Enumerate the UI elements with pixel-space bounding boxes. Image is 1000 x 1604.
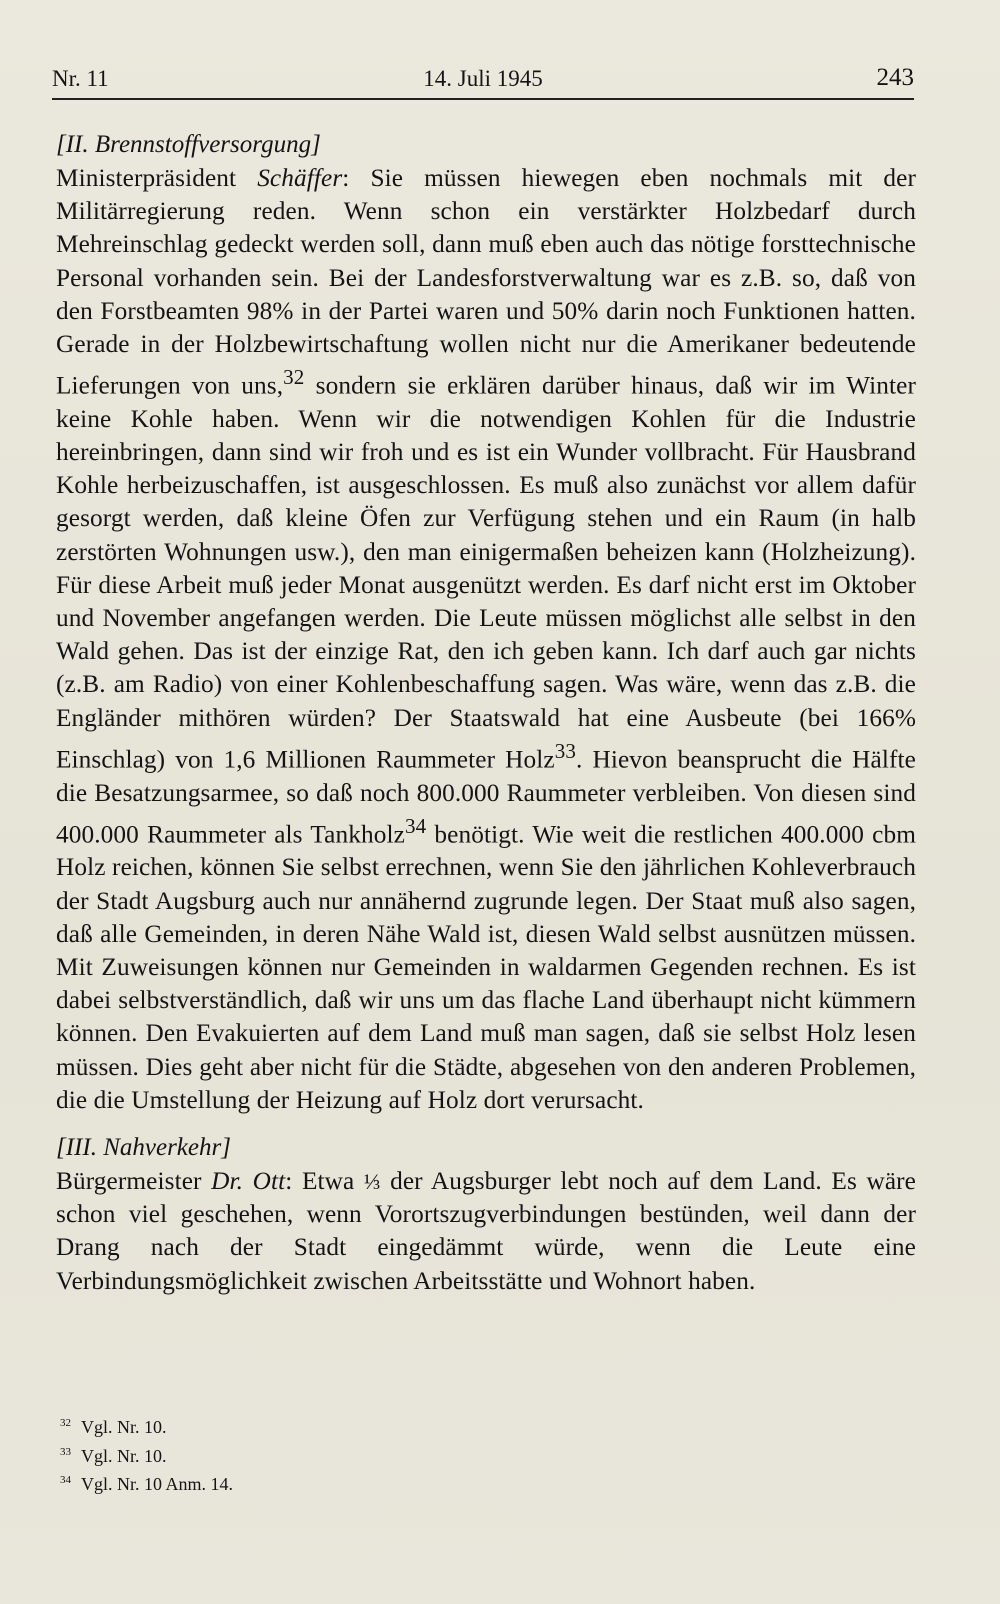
- header-rule: [52, 98, 914, 100]
- footnote: [60, 1440, 233, 1469]
- section-heading-nahverkehr: [III. Nahverkehr]: [56, 1133, 231, 1161]
- paragraph-text: der Augsburger lebt noch auf dem Land. Es wäre schon viel geschehen, wenn Vorortszugverbindungen bestünden, weil dann der Drang nach der Stadt eingedämmt würde, wenn die Leute eine Verbindungsmöglichkeit zwischen Arbeitsstätte und Wohnort haben.: [56, 1166, 917, 1295]
- footnote-text: Vgl. Nr. 10.: [81, 1417, 167, 1437]
- speaker-title: Bürgermeister: [56, 1166, 212, 1195]
- footnote-text: Vgl. Nr. 10.: [81, 1445, 167, 1466]
- paragraph-ott: [56, 1165, 916, 1298]
- footnote-number: 34: [60, 1474, 71, 1486]
- speaker-name: Dr. Ott: [211, 1166, 286, 1195]
- page-number: 243: [876, 64, 914, 91]
- paragraph-schaeffer: [56, 162, 916, 1117]
- footnote-number: 33: [60, 1445, 71, 1458]
- fraction-one-third: ⅓: [363, 1168, 381, 1194]
- footnote: [60, 1411, 233, 1440]
- paragraph-text: . Hievon beansprucht die Hälfte die Besatzungsarmee, so daß noch 800.000 Raummeter verbleiben. Von diesen sind 400.000 Raummeter als Tankholz: [56, 745, 916, 849]
- footnote-ref-33: 33: [554, 738, 576, 763]
- header-date: 14. Juli 1945: [423, 66, 543, 91]
- speaker-name: Schäffer: [257, 164, 343, 192]
- main-text: [56, 128, 916, 1298]
- paragraph-text: benötigt. Wie weit die restlichen 400.000 cbm Holz reichen, können Sie selbst errechnen, wenn Sie den jährlichen Kohleverbrauch der Stadt Augsburg auch nur annähernd zugrunde legen. Der Staat muß also sagen, daß alle Gemeinden, in deren Nähe Wald ist, diesen Wald selbst ausnützen müssen. Mit Zuweisungen können nur Gemeinden in waldarmen Gegenden rechnen. Es ist dabei selbstverständlich, daß wir uns um das flache Land überhaupt nicht kümmern können. Den Evakuierten auf dem Land muß man sagen, daß sie selbst Holz lesen müssen. Dies geht aber nicht für die Städte, abgesehen von den anderen Problemen, die die Umstellung der Heizung auf Holz dort verursacht.: [56, 820, 917, 1114]
- footnote-ref-32: 32: [283, 365, 305, 390]
- paragraph-text: : Etwa: [285, 1166, 364, 1195]
- speaker-title: Ministerpräsident: [56, 164, 258, 192]
- footnote-ref-34: 34: [404, 813, 427, 838]
- document-number: Nr. 11: [52, 66, 109, 91]
- footnote: [60, 1468, 233, 1497]
- footnote-number: 32: [60, 1417, 71, 1429]
- running-header: [52, 60, 914, 100]
- section-heading-brennstoffversorgung: [II. Brennstoffversorgung]: [56, 131, 321, 158]
- footnote-text: Vgl. Nr. 10 Anm. 14.: [81, 1474, 234, 1494]
- footnotes: [60, 1411, 233, 1497]
- paragraph-text: sondern sie erklären darüber hinaus, daß wir im Winter keine Kohle haben. Wenn wir die notwendigen Kohlen für die Industrie hereinbringen, dann sind wir froh und es ist ein Wunder vollbracht. Für Hausbrand Kohle herbeizuschaffen, ist ausgeschlossen. Es muß also zunächst vor allem dafür gesorgt werden, daß kleine Öfen zur Verfügung stehen und ein Raum (in halb zerstörten Wohnungen usw.), den man einigermaßen beheizen kann (Holzheizung). Für diese Arbeit muß jeder Monat ausgenützt werden. Es darf nicht erst im Oktober und November angefangen werden. Die Leute müssen möglichst alle selbst in den Wald gehen. Das ist der einzige Rat, den ich geben kann. Ich darf auch gar nichts (z.B. am Radio) von einer Kohlenbeschaffung sagen. Was wäre, wenn das z.B. die Engländer mithören würden? Der Staatswald hat eine Ausbeute (bei 166% Einschlag) von 1,6 Millionen Raummeter Holz: [56, 371, 916, 774]
- paragraph-text: : Sie müssen hiewegen eben nochmals mit der Militärregierung reden. Wenn schon ein verstärkter Holzbedarf durch Mehreinschlag gedeckt werden soll, dann muß eben auch das nötige forsttechnische Personal vorhanden sein. Bei der Landesforstverwaltung war es z.B. so, daß von den Forstbeamten 98% in der Partei waren und 50% darin noch Funktionen hatten. Gerade in der Holzbewirtschaftung wollen nicht nur die Amerikaner bedeutende Lieferungen von uns,: [56, 164, 916, 400]
